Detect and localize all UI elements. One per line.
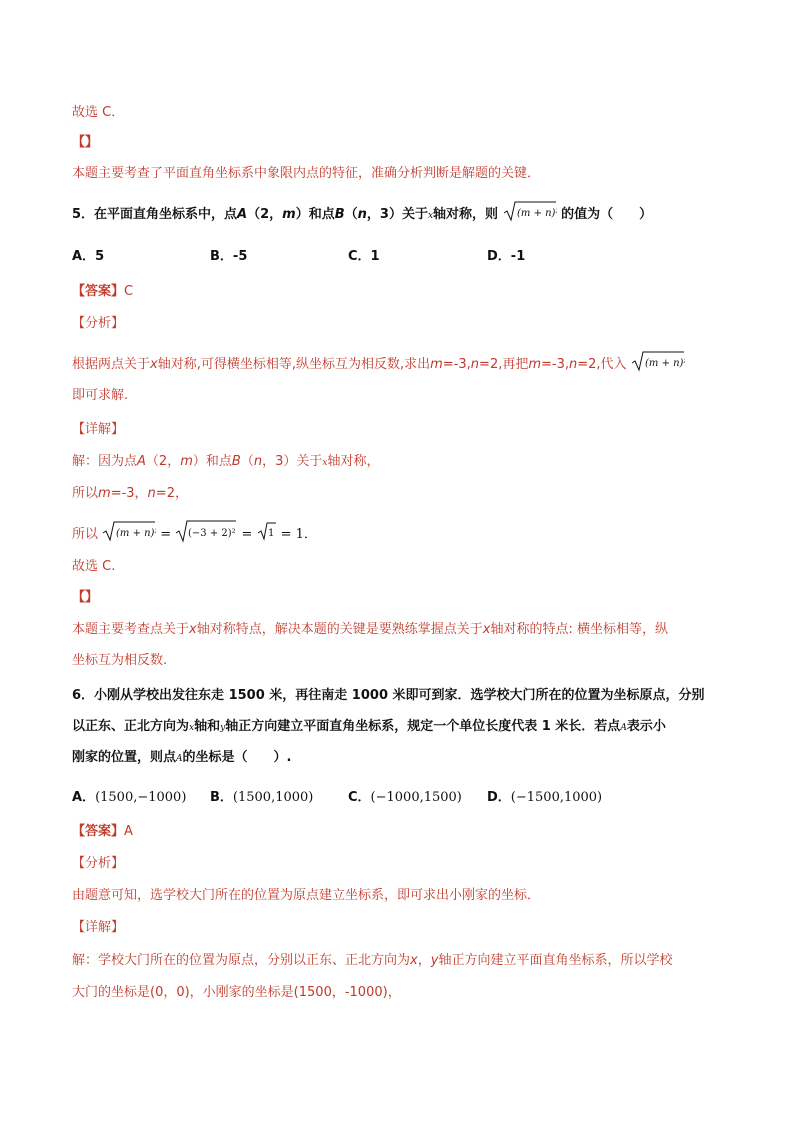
q5-summary-line-1: 本题主要考查点关于x轴对称特点，解决本题的关键是要熟练掌握点关于x轴对称的特点: 横坐标相等，纵	[72, 622, 668, 637]
previous-summary: 本题主要考查了平面直角坐标系中象限内点的特征，准确分析判断是解题的关键．	[72, 166, 541, 181]
sqrt-expression	[503, 200, 557, 229]
analysis-sqrt-expression	[631, 350, 685, 379]
q5-detail-line-2: 所以m=-3，n=2，	[72, 486, 188, 501]
q6-option-c[interactable]: C．(−1000,1500)	[348, 790, 462, 805]
q5-option-d[interactable]: D．-1	[487, 249, 526, 264]
q5-option-c[interactable]: C．1	[348, 249, 380, 264]
q6-detail-line-2: 大门的坐标是(0，0)，小刚家的坐标是(1500，-1000)，	[72, 985, 401, 1000]
q5-option-a[interactable]: A．5	[72, 249, 105, 264]
svg-text:(m + n)²: (m + n)²	[516, 208, 557, 219]
svg-text:(−3 + 2)²: (−3 + 2)²	[188, 528, 236, 539]
q6-detail-label: 【详解】	[72, 920, 125, 935]
question-6-stem-line-2: 以正东、正北方向为x轴和y轴正方向建立平面直角坐标系，规定一个单位长度代表 1 米长．若点A表示小	[72, 719, 666, 734]
q6-answer: 【答案】A	[72, 824, 133, 839]
previous-conclusion: 故选 C．	[72, 105, 125, 120]
q6-option-d[interactable]: D．(−1500,1000)	[487, 790, 603, 805]
q5-detail-label: 【详解】	[72, 422, 125, 437]
q5-option-b[interactable]: B．-5	[210, 249, 248, 264]
question-5-stem: 5．在平面直角坐标系中，点A（2，m）和点B（n，3）关于x轴对称，则 (m + n)² 的值为（ ）	[72, 200, 652, 229]
q6-option-b[interactable]: B．(1500,1000)	[210, 790, 314, 805]
svg-text:1: 1	[267, 528, 274, 539]
q5-final-choice: 故选 C.	[72, 559, 116, 574]
q6-analysis-label: 【分析】	[72, 856, 125, 871]
q5-summary-line-2: 坐标互为相反数.	[72, 653, 168, 668]
q5-analysis-text: 根据两点关于x轴对称,可得横坐标相等,纵坐标互为相反数,求出m=-3,n=2,再把m=-3,n=2,代入 (m + n)²	[72, 350, 685, 379]
q6-analysis-text: 由题意可知，选学校大门所在的位置为原点建立坐标系，即可求出小刚家的坐标．	[72, 888, 541, 903]
svg-text:(m + n)²: (m + n)²	[116, 528, 157, 539]
q5-detail-formula: 所以 (m + n)² = (−3 + 2)² = 1 = 1．	[72, 519, 317, 550]
question-6-stem-line-1: 6．小刚从学校出发往东走 1500 米，再往南走 1000 米即可到家．选学校大门所在的位置为坐标原点，分别	[72, 688, 705, 703]
q5-analysis-label: 【分析】	[72, 316, 125, 331]
empty-bracket-label: 【】	[72, 135, 99, 150]
q5-empty-bracket: 【】	[72, 590, 99, 605]
q6-option-a[interactable]: A．(1500,−1000)	[72, 790, 187, 805]
q5-answer: 【答案】C	[72, 284, 134, 299]
q5-detail-line-1: 解：因为点A（2，m）和点B（n，3）关于x轴对称，	[72, 454, 380, 469]
q6-detail-line-1: 解：学校大门所在的位置为原点，分别以正东、正北方向为x，y轴正方向建立平面直角坐标系，所以学校	[72, 953, 673, 968]
question-6-stem-line-3: 刚家的位置，则点A的坐标是（ ）.	[72, 750, 292, 765]
q5-analysis-end: 即可求解.	[72, 388, 129, 403]
svg-text:(m + n)²: (m + n)²	[644, 358, 685, 369]
